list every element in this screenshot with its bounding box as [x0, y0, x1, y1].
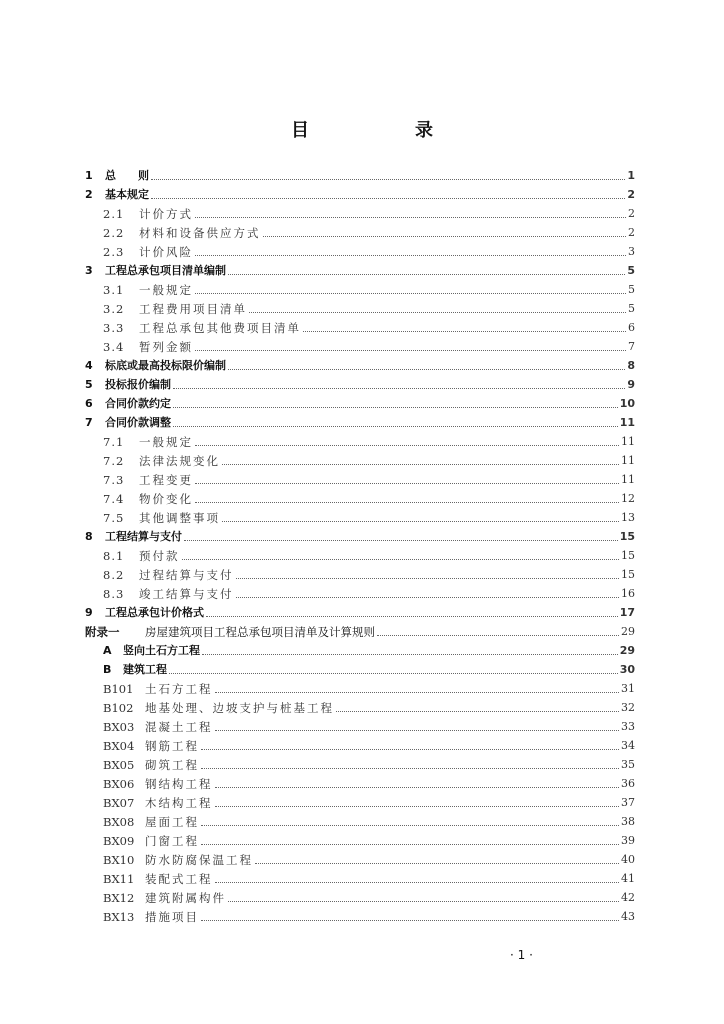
toc-entry-number: 2.2	[103, 226, 125, 240]
toc-entry-title: 木结构工程	[145, 796, 213, 810]
toc-entry-page: 41	[621, 872, 635, 885]
toc-entry-title: 工程费用项目清单	[139, 302, 247, 316]
toc-entry-page: 3	[628, 245, 635, 258]
toc-entry-title: 门窗工程	[145, 834, 199, 848]
toc-entry-page: 15	[621, 568, 635, 581]
toc-leader-dots	[151, 178, 625, 180]
toc-entry[interactable]	[85, 810, 635, 829]
toc-entry-page: 36	[621, 777, 635, 790]
toc-entry-page: 5	[628, 283, 635, 296]
toc-leader-dots	[195, 349, 626, 351]
toc-entry-number: BX12	[103, 891, 135, 905]
toc-leader-dots	[195, 501, 619, 503]
toc-entry[interactable]	[85, 544, 635, 563]
toc-entry-page: 6	[628, 321, 635, 334]
toc-entry[interactable]	[85, 354, 635, 373]
toc-leader-dots	[169, 672, 618, 674]
toc-leader-dots	[222, 463, 619, 465]
toc-entry-page: 42	[621, 891, 635, 904]
toc-entry[interactable]	[85, 259, 635, 278]
toc-entry-title: 物价变化	[139, 492, 193, 506]
toc-entry-title: 地基处理、边坡支护与桩基工程	[145, 701, 334, 715]
toc-leader-dots	[336, 710, 619, 712]
toc-entry-page: 40	[621, 853, 635, 866]
toc-entry[interactable]	[85, 411, 635, 430]
toc-entry-title: 竣工结算与支付	[139, 587, 234, 601]
page-title: 目 录	[291, 120, 477, 141]
toc-entry[interactable]	[85, 582, 635, 601]
toc-leader-dots	[215, 881, 620, 883]
toc-entry-title: 合同价款调整	[105, 416, 171, 429]
toc-entry-page: 10	[619, 397, 635, 410]
toc-entry-number: BX13	[103, 910, 135, 924]
page-number: · 1 ·	[510, 948, 533, 962]
toc-entry-page: 16	[621, 587, 635, 600]
toc-entry-page: 1	[627, 169, 635, 182]
toc-leader-dots	[228, 273, 625, 275]
toc-entry[interactable]	[85, 886, 635, 905]
toc-entry[interactable]	[85, 715, 635, 734]
table-of-contents	[85, 164, 635, 924]
toc-entry-page: 32	[621, 701, 635, 714]
toc-entry-title: 工程总承包其他费项目清单	[139, 321, 301, 335]
toc-entry-title: 工程变更	[139, 473, 193, 487]
toc-entry-title: 混凝土工程	[145, 720, 213, 734]
toc-entry-title: 投标报价编制	[105, 378, 171, 391]
toc-entry[interactable]	[85, 468, 635, 487]
toc-leader-dots	[236, 577, 620, 579]
toc-leader-dots	[228, 368, 625, 370]
toc-entry-number: 7.1	[103, 435, 125, 449]
toc-entry[interactable]	[85, 620, 635, 639]
toc-entry-title: 土石方工程	[145, 682, 213, 696]
toc-entry-page: 2	[628, 207, 635, 220]
toc-entry-number: BX04	[103, 739, 135, 753]
toc-leader-dots	[303, 330, 626, 332]
toc-entry-number: BX11	[103, 872, 135, 886]
toc-entry-number: 7.5	[103, 511, 125, 525]
toc-entry-page: 5	[628, 302, 635, 315]
toc-leader-dots	[201, 919, 619, 921]
toc-leader-dots	[206, 615, 618, 617]
toc-entry-title: 房屋建筑项目工程总承包项目清单及计算规则	[145, 625, 375, 639]
toc-entry-number: BX10	[103, 853, 135, 867]
toc-leader-dots	[195, 216, 626, 218]
toc-entry-title: 工程结算与支付	[105, 530, 182, 543]
toc-entry[interactable]	[85, 316, 635, 335]
toc-entry[interactable]	[85, 278, 635, 297]
toc-entry[interactable]	[85, 658, 635, 677]
toc-entry-page: 13	[621, 511, 635, 524]
toc-entry-page: 2	[627, 188, 635, 201]
toc-entry[interactable]	[85, 753, 635, 772]
toc-entry-number: A	[103, 644, 112, 657]
toc-entry[interactable]	[85, 183, 635, 202]
toc-entry-title: 法律法规变化	[139, 454, 220, 468]
toc-entry-number: BX08	[103, 815, 135, 829]
toc-entry[interactable]	[85, 449, 635, 468]
toc-leader-dots	[201, 824, 619, 826]
toc-entry-number: 8.2	[103, 568, 125, 582]
toc-entry-page: 17	[619, 606, 635, 619]
toc-entry-number: 4	[85, 359, 93, 372]
toc-entry-title: 一般规定	[139, 435, 193, 449]
toc-entry-page: 29	[621, 625, 635, 638]
toc-entry-title: 竖向土石方工程	[123, 644, 200, 657]
toc-entry-page: 15	[619, 530, 635, 543]
toc-leader-dots	[377, 634, 619, 636]
toc-entry-title: 建筑工程	[123, 663, 167, 676]
toc-entry[interactable]	[85, 696, 635, 715]
toc-entry[interactable]	[85, 335, 635, 354]
toc-entry-title: 过程结算与支付	[139, 568, 234, 582]
toc-entry-page: 11	[621, 435, 635, 448]
toc-leader-dots	[222, 520, 619, 522]
toc-entry[interactable]	[85, 430, 635, 449]
toc-entry[interactable]	[85, 373, 635, 392]
toc-entry-page: 2	[628, 226, 635, 239]
toc-entry-title: 防水防腐保温工程	[145, 853, 253, 867]
toc-entry-page: 34	[621, 739, 635, 752]
toc-entry[interactable]	[85, 791, 635, 810]
toc-entry-title: 其他调整事项	[139, 511, 220, 525]
toc-entry-title: 标底或最高投标限价编制	[105, 359, 226, 372]
toc-leader-dots	[151, 197, 625, 199]
toc-entry-page: 15	[621, 549, 635, 562]
toc-entry-number: 8.1	[103, 549, 125, 563]
toc-entry-number: B	[103, 663, 112, 676]
toc-entry-title: 计价方式	[139, 207, 193, 221]
toc-entry[interactable]	[85, 297, 635, 316]
toc-leader-dots	[201, 843, 619, 845]
toc-entry[interactable]	[85, 867, 635, 886]
toc-entry-title: 总 则	[105, 169, 149, 182]
toc-entry-number: 8.3	[103, 587, 125, 601]
toc-leader-dots	[173, 406, 618, 408]
toc-entry-number: 3.2	[103, 302, 125, 316]
toc-entry-page: 9	[627, 378, 635, 391]
toc-leader-dots	[228, 900, 619, 902]
toc-entry-number: 3.1	[103, 283, 125, 297]
toc-leader-dots	[249, 311, 626, 313]
toc-entry-number: 7.3	[103, 473, 125, 487]
toc-entry-page: 39	[621, 834, 635, 847]
toc-leader-dots	[263, 235, 627, 237]
toc-leader-dots	[215, 729, 620, 731]
toc-entry[interactable]	[85, 601, 635, 620]
toc-entry-title: 合同价款约定	[105, 397, 171, 410]
toc-entry[interactable]	[85, 164, 635, 183]
toc-leader-dots	[195, 482, 619, 484]
toc-entry[interactable]	[85, 829, 635, 848]
toc-leader-dots	[182, 558, 620, 560]
toc-entry[interactable]	[85, 221, 635, 240]
toc-entry-title: 装配式工程	[145, 872, 213, 886]
toc-entry[interactable]	[85, 240, 635, 259]
toc-entry-title: 基本规定	[105, 188, 149, 201]
toc-entry-page: 43	[621, 910, 635, 923]
toc-entry-number: 3.3	[103, 321, 125, 335]
toc-entry-page: 30	[619, 663, 635, 676]
toc-entry[interactable]	[85, 202, 635, 221]
toc-entry-title: 钢结构工程	[145, 777, 213, 791]
toc-entry[interactable]	[85, 639, 635, 658]
toc-entry-number: BX09	[103, 834, 135, 848]
toc-entry-number: BX05	[103, 758, 135, 772]
toc-leader-dots	[215, 805, 620, 807]
toc-entry[interactable]	[85, 487, 635, 506]
toc-entry[interactable]	[85, 905, 635, 924]
toc-entry[interactable]	[85, 392, 635, 411]
toc-leader-dots	[202, 653, 618, 655]
toc-entry-number: 附录一	[85, 625, 120, 639]
toc-entry-page: 8	[627, 359, 635, 372]
toc-entry[interactable]	[85, 525, 635, 544]
toc-entry[interactable]	[85, 506, 635, 525]
toc-entry-page: 29	[619, 644, 635, 657]
toc-entry-title: 预付款	[139, 549, 180, 563]
toc-leader-dots	[215, 786, 620, 788]
toc-entry-page: 12	[621, 492, 635, 505]
toc-entry-page: 33	[621, 720, 635, 733]
toc-entry[interactable]	[85, 848, 635, 867]
toc-entry-title: 计价风险	[139, 245, 193, 259]
toc-leader-dots	[173, 425, 618, 427]
toc-entry-page: 31	[621, 682, 635, 695]
toc-leader-dots	[184, 539, 618, 541]
toc-entry-page: 5	[627, 264, 635, 277]
toc-entry-number: 3	[85, 264, 93, 277]
toc-entry-page: 11	[619, 416, 635, 429]
toc-entry-number: BX06	[103, 777, 135, 791]
toc-entry-number: BX07	[103, 796, 135, 810]
toc-entry-number: 7.2	[103, 454, 125, 468]
toc-entry-title: 建筑附属构件	[145, 891, 226, 905]
toc-entry-page: 35	[621, 758, 635, 771]
toc-entry-title: 措施项目	[145, 910, 199, 924]
toc-entry-title: 暂列金额	[139, 340, 193, 354]
toc-entry-title: 一般规定	[139, 283, 193, 297]
toc-entry-number: 3.4	[103, 340, 125, 354]
toc-entry-page: 11	[621, 454, 635, 467]
toc-entry-page: 37	[621, 796, 635, 809]
toc-entry-number: 2.1	[103, 207, 125, 221]
toc-entry-page: 11	[621, 473, 635, 486]
toc-entry-number: 9	[85, 606, 93, 619]
toc-leader-dots	[255, 862, 619, 864]
toc-entry[interactable]	[85, 772, 635, 791]
toc-entry-number: 7	[85, 416, 93, 429]
toc-entry-number: 2.3	[103, 245, 125, 259]
toc-entry-number: 2	[85, 188, 93, 201]
toc-entry-title: 工程总承包计价格式	[105, 606, 204, 619]
toc-entry-number: 6	[85, 397, 93, 410]
toc-entry-number: B101	[103, 682, 134, 696]
toc-entry-page: 7	[628, 340, 635, 353]
toc-leader-dots	[195, 444, 619, 446]
toc-entry-number: B102	[103, 701, 134, 715]
toc-entry-page: 38	[621, 815, 635, 828]
toc-entry-number: 1	[85, 169, 93, 182]
toc-entry-title: 钢筋工程	[145, 739, 199, 753]
toc-entry-title: 砌筑工程	[145, 758, 199, 772]
toc-leader-dots	[236, 596, 620, 598]
toc-entry-number: 8	[85, 530, 93, 543]
toc-leader-dots	[201, 748, 619, 750]
toc-entry-title: 工程总承包项目清单编制	[105, 264, 226, 277]
toc-entry-title: 材料和设备供应方式	[139, 226, 261, 240]
toc-leader-dots	[173, 387, 625, 389]
toc-entry-title: 屋面工程	[145, 815, 199, 829]
toc-entry-number: 5	[85, 378, 93, 391]
toc-leader-dots	[215, 691, 620, 693]
toc-leader-dots	[201, 767, 619, 769]
toc-entry[interactable]	[85, 677, 635, 696]
toc-entry[interactable]	[85, 563, 635, 582]
toc-leader-dots	[195, 292, 626, 294]
toc-entry-number: BX03	[103, 720, 135, 734]
toc-entry[interactable]	[85, 734, 635, 753]
toc-leader-dots	[195, 254, 626, 256]
toc-entry-number: 7.4	[103, 492, 125, 506]
